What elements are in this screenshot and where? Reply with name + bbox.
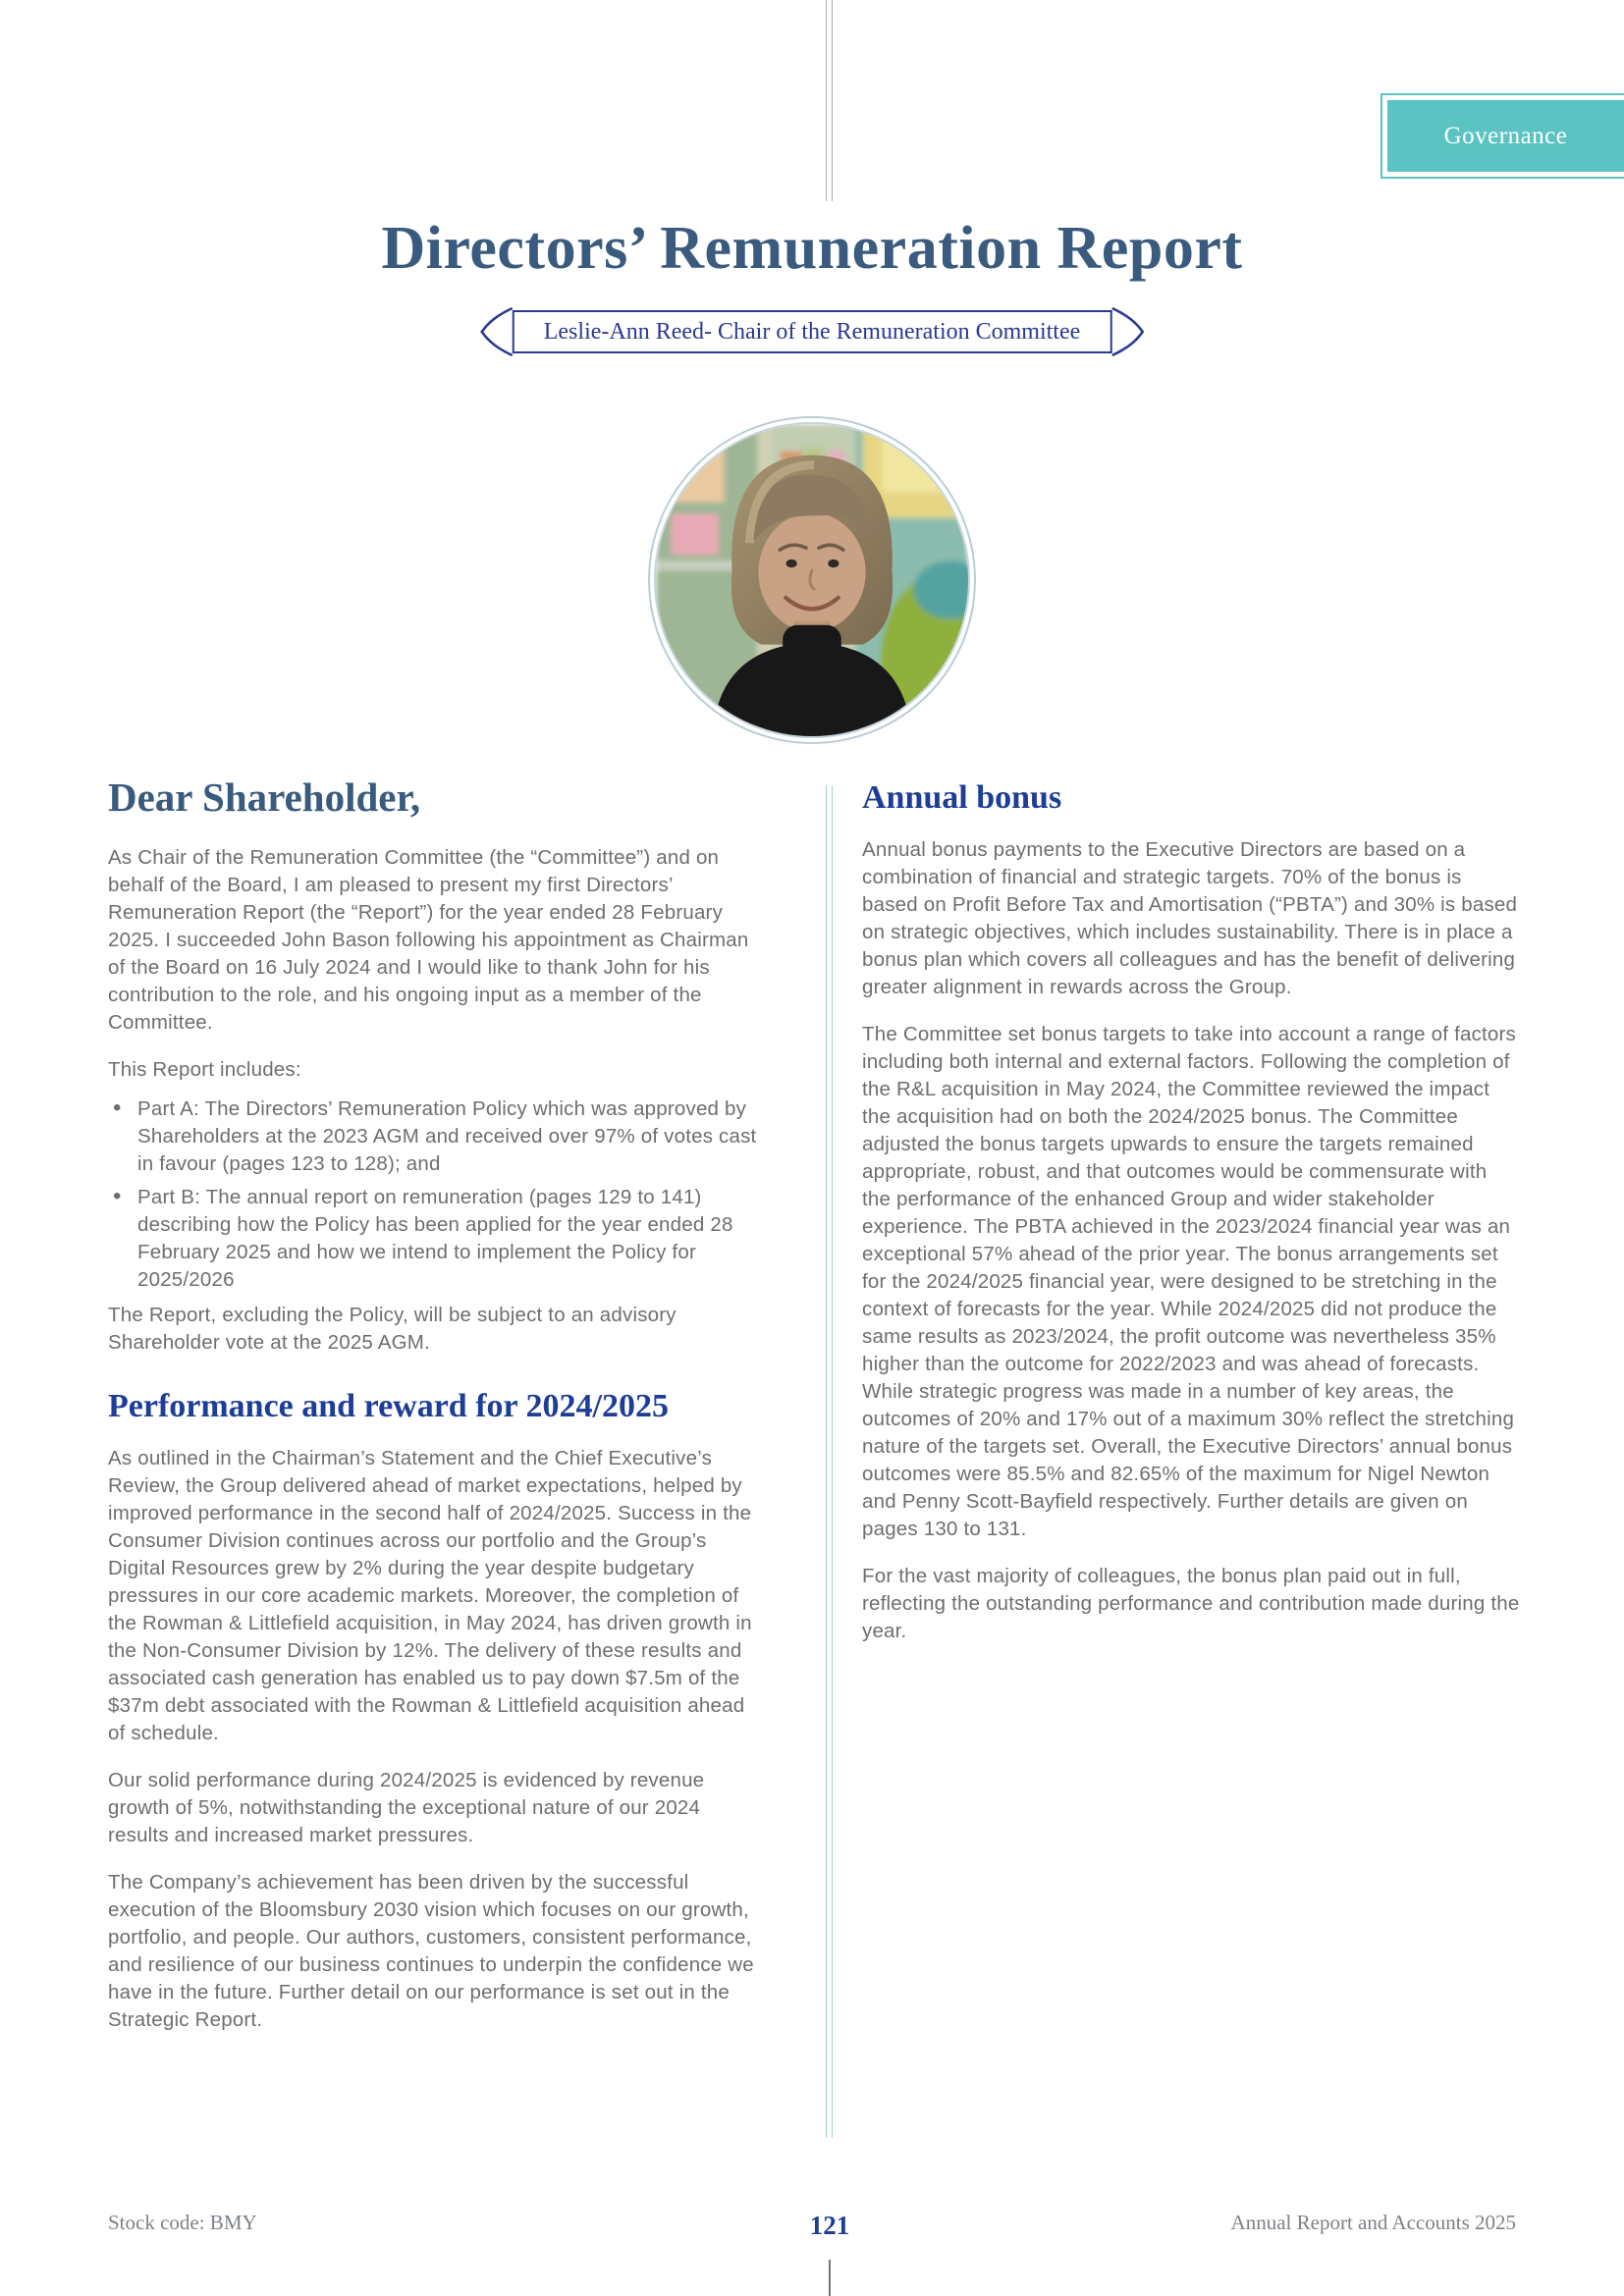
- paragraph: As outlined in the Chairman’s Statement and the Chief Executive’s Review, the Group delivered ahead of market expectations, helped by improved performance in the second half of 2024/2025. Success in the Consumer Division continues across our portfolio and the Group’s Digital Resources grew by 2% during the year despite budgetary pressures in our core academic markets. Moreover, the completion of the Rowman & Littlefield acquisition, in May 2024, has driven growth in the Non-Consumer Division by 12%. The delivery of these results and associated cash generation has enabled us to pay down $7.5m of the $37m debt associated with the Rowman & Littlefield acquisition ahead of schedule.: [108, 1447, 752, 1744]
- paragraph: The Company’s achievement has been driven by the successful execution of the Bloomsbury 2030 vision which focuses on our growth, portfolio, and people. Our authors, customers, consistent performance, and resilience of our business continues to underpin the confidence we have in the future. Further detail on our performance is set out in the Strategic Report.: [108, 1871, 754, 2031]
- annual-bonus-heading: Annual bonus: [862, 779, 1062, 816]
- list-item: [108, 1095, 766, 1178]
- paragraph: Annual bonus payments to the Executive Directors are based on a combination of financial and strategic targets. 70% of the bonus is based on Profit Before Tax and Amortisation (“PBTA”) and 30% is based on strategic objectives, which includes sustainability. There is in place a bonus plan which covers all colleagues and has the benefit of delivering greater alignment in rewards across the Group.: [862, 838, 1518, 998]
- page-title: Directors’ Remuneration Report: [381, 215, 1243, 282]
- list-item: [108, 1184, 766, 1294]
- paragraph: The Committee set bonus targets to take into account a range of factors including both internal and external factors. Following the completion of the R&L acquisition in May 2024, the Committee reviewed the impact the acquisition had on both the 2024/2025 bonus. The Committee adjusted the bonus targets upwards to ensure the targets remained appropriate, robust, and that outcomes would be commensurate with the performance of the enhanced Group and wider stakeholder experience. The PBTA achieved in the 2023/2024 financial year was an exceptional 57% ahead of the prior year. The bonus arrangements set for the 2024/2025 financial year, were designed to be stretching in the context of forecasts for the year. While 2024/2025 did not produce the same results as 2023/2024, the profit outcome was nevertheless 35% higher than the outcome for 2022/2023 and was ahead of forecasts. While strategic progress was made in a number of key areas, the outcomes of 20% and 17% out of a maximum 30% reflect the stretching nature of the targets set. Overall, the Executive Directors’ annual bonus outcomes were 85.5% and 82.65% of the maximum for Nigel Newton and Penny Scott-Bayfield respectively. Further details are given on pages 130 to 131.: [862, 1023, 1516, 1540]
- chair-portrait-photo: [648, 416, 976, 744]
- portrait-ring: [654, 422, 970, 738]
- paragraph: The Report, excluding the Policy, will be subject to an advisory Shareholder vote at the 2025 AGM.: [108, 1304, 677, 1354]
- report-includes-list: [108, 1095, 766, 1294]
- left-column: [108, 774, 766, 2054]
- bottom-divider-line: [829, 2260, 831, 2296]
- top-divider-line: [826, 0, 833, 201]
- paragraph: As Chair of the Remuneration Committee (the “Committee”) and on behalf of the Board, I am pleased to present my first Directors’ Remuneration Report (the “Report”) for the year ended 28 February 2025. I succeeded John Bason following his appointment as Chairman of the Board on 16 July 2024 and I would like to thank John for his contribution to the role, and his ongoing input as a member of the Committee.: [108, 846, 749, 1034]
- governance-tab-label: Governance: [1387, 100, 1624, 172]
- footer-report-name: Annual Report and Accounts 2025: [1230, 2211, 1516, 2234]
- footer-stock-code: Stock code: BMY: [108, 2211, 257, 2234]
- paragraph: Our solid performance during 2024/2025 is evidenced by revenue growth of 5%, notwithstanding the exceptional nature of our 2024 results and increased market pressures.: [108, 1769, 705, 1846]
- banner-left-bracket-icon: [480, 304, 514, 359]
- performance-heading: Performance and reward for 2024/2025: [108, 1388, 669, 1424]
- report-includes-intro: This Report includes:: [108, 1058, 301, 1081]
- column-divider-line: [826, 785, 833, 2138]
- paragraph: For the vast majority of colleagues, the bonus plan paid out in full, reflecting the outstanding performance and contribution made during the year.: [862, 1565, 1520, 1642]
- list-item-text: Part A: The Directors’ Remuneration Policy which was approved by Shareholders at the 2023 AGM and received over 97% of votes cast in favour (pages 123 to 128); and: [137, 1097, 757, 1175]
- subtitle-banner: [513, 310, 1112, 353]
- list-item-text: Part B: The annual report on remuneration (pages 129 to 141) describing how the Policy has been applied for the year ended 28 February 2025 and how we intend to implement the Policy for 2025/2026: [137, 1186, 733, 1291]
- portrait-illustration: [656, 424, 968, 736]
- footer-page-number: 121: [809, 2211, 850, 2240]
- governance-tab: [1380, 93, 1624, 179]
- banner-right-bracket-icon: [1110, 304, 1144, 359]
- dear-shareholder-heading: Dear Shareholder,: [108, 774, 421, 820]
- right-column: [862, 774, 1520, 1665]
- subtitle-text: Leslie-Ann Reed- Chair of the Remuneration Committee: [543, 318, 1081, 345]
